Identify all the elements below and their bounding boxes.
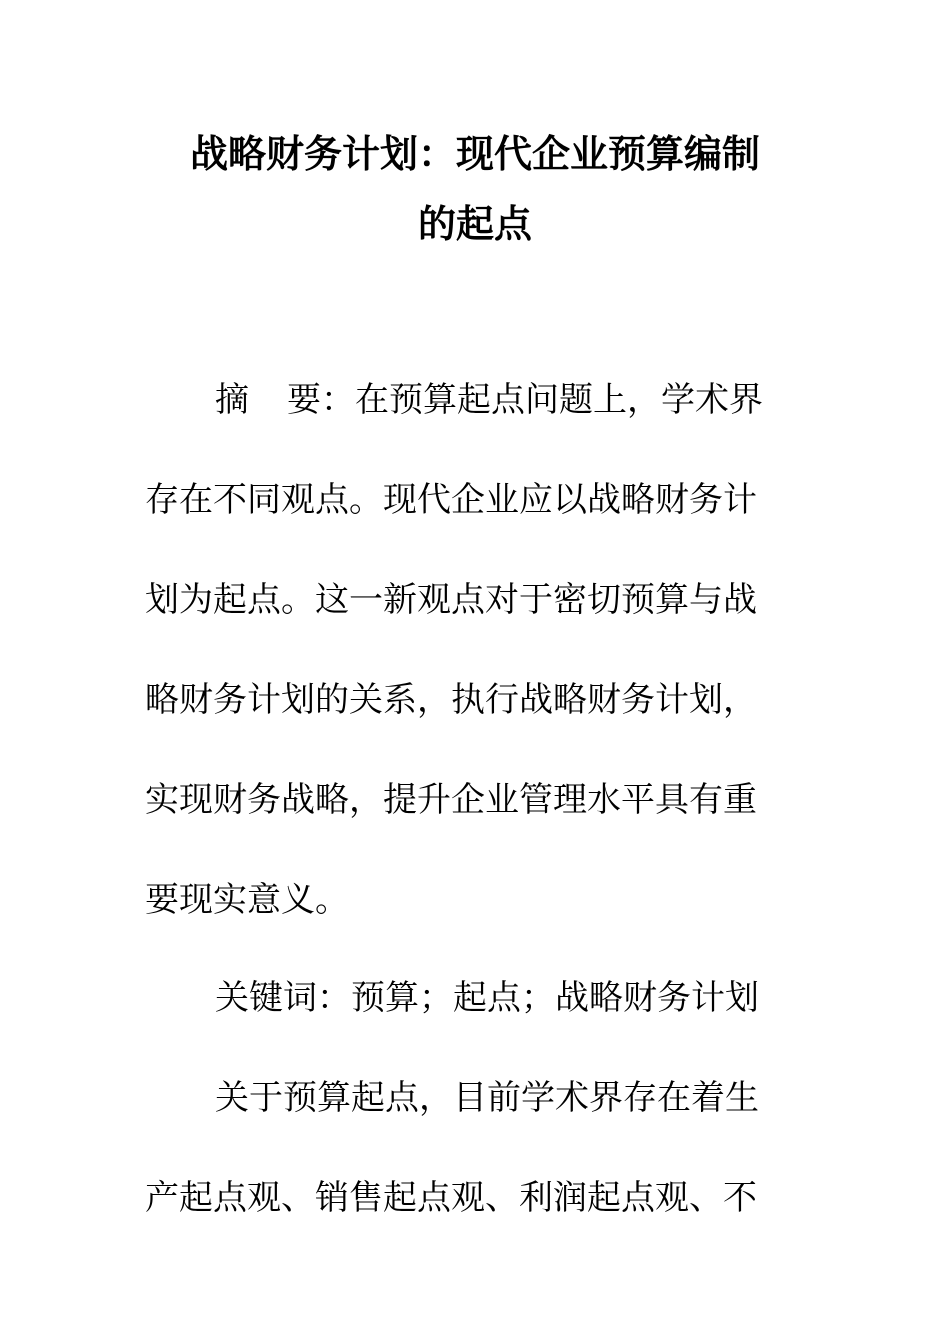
page-title-line-1: 战略财务计划：现代企业预算编制 bbox=[189, 131, 760, 176]
abstract-line-5: 实现财务战略，提升企业管理水平具有重 bbox=[145, 780, 757, 820]
page-title-line-2: 的起点 bbox=[417, 201, 532, 246]
abstract-line-6: 要现实意义。 bbox=[145, 880, 349, 920]
body-line-2: 产起点观、销售起点观、利润起点观、不 bbox=[145, 1178, 757, 1218]
abstract-line-2: 存在不同观点。现代企业应以战略财务计 bbox=[145, 480, 757, 520]
abstract-line-4: 略财务计划的关系，执行战略财务计划， bbox=[145, 680, 757, 720]
body-line-1: 关于预算起点，目前学术界存在着生 bbox=[215, 1078, 759, 1118]
abstract-label-rest: 要：在预算起点问题上，学术界 bbox=[287, 380, 763, 420]
abstract-line-3: 划为起点。这一新观点对于密切预算与战 bbox=[145, 580, 757, 620]
abstract-line-1 bbox=[215, 380, 763, 420]
keywords-line: 关键词：预算；起点；战略财务计划 bbox=[215, 978, 759, 1018]
abstract-label-first-char: 摘 bbox=[215, 380, 249, 420]
